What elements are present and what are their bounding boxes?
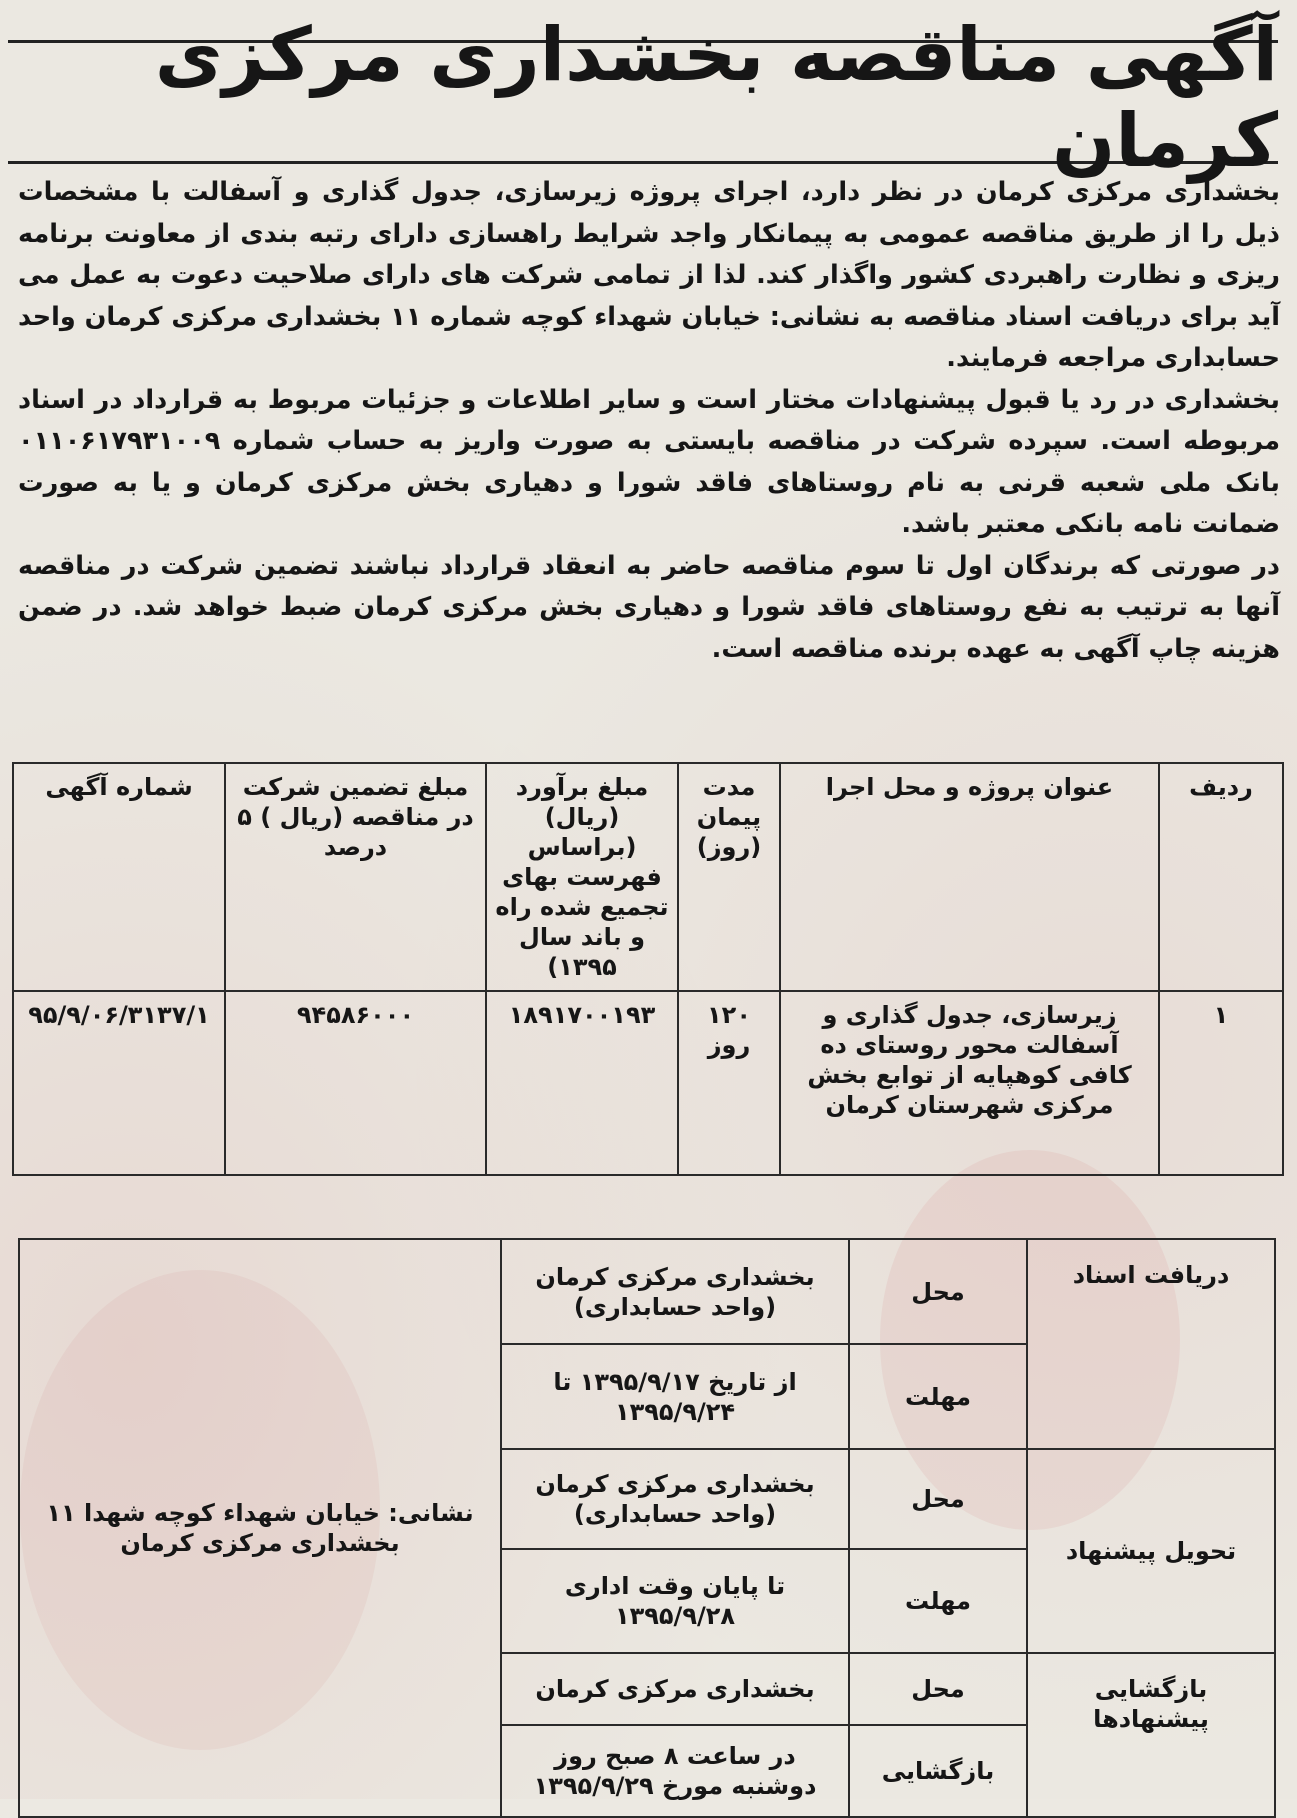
receive-docs-label: دریافت اسناد xyxy=(1027,1239,1275,1449)
submit-offer-label: تحویل پیشنهاد xyxy=(1027,1449,1275,1653)
submit-place: بخشداری مرکزی کرمان (واحد حسابداری) xyxy=(501,1449,849,1549)
open-offers-label: بازگشایی پیشنهادها xyxy=(1027,1653,1275,1817)
address-block: نشانی: خیابان شهداء کوچه شهدا ۱۱ بخشداری مرکزی کرمان xyxy=(19,1239,501,1817)
open-place: بخشداری مرکزی کرمان xyxy=(501,1653,849,1725)
col-row-header: ردیف xyxy=(1159,763,1283,991)
col-duration-header: مدت پیمان (روز) xyxy=(678,763,780,991)
col-project-header: عنوان پروژه و محل اجرا xyxy=(780,763,1159,991)
col-guarantee-header: مبلغ تضمین شرکت در مناقصه (ریال ) ۵ درصد xyxy=(225,763,486,991)
deadline-label: مهلت xyxy=(849,1344,1027,1449)
title-banner xyxy=(8,12,1278,184)
cell-estimate: ۱۸۹۱۷۰۰۱۹۳ xyxy=(486,991,678,1175)
place-label: محل xyxy=(849,1449,1027,1549)
schedule-table xyxy=(18,1238,1276,1818)
col-estimate-header: مبلغ برآورد (ریال) (براساس فهرست بهای تجمیع شده راه و باند سال ۱۳۹۵) xyxy=(486,763,678,991)
receive-deadline: از تاریخ ۱۳۹۵/۹/۱۷ تا ۱۳۹۵/۹/۲۴ xyxy=(501,1344,849,1449)
table-header-row xyxy=(13,763,1283,991)
receive-place: بخشداری مرکزی کرمان (واحد حسابداری) xyxy=(501,1239,849,1344)
table-row xyxy=(13,991,1283,1175)
opening-label: بازگشایی xyxy=(849,1725,1027,1817)
place-label: محل xyxy=(849,1653,1027,1725)
project-table xyxy=(12,762,1284,1176)
notice-body xyxy=(18,172,1280,670)
open-time: در ساعت ۸ صبح روز دوشنبه مورخ ۱۳۹۵/۹/۲۹ xyxy=(501,1725,849,1817)
submit-deadline: تا پایان وقت اداری ۱۳۹۵/۹/۲۸ xyxy=(501,1549,849,1653)
cell-guarantee: ۹۴۵۸۶۰۰۰ xyxy=(225,991,486,1175)
cell-ad-number: ۹۵/۹/۰۶/۳۱۳۷/۱ xyxy=(13,991,225,1175)
paragraph: بخشداری مرکزی کرمان در نظر دارد، اجرای پروژه زیرسازی، جدول گذاری و آسفالت با مشخصات ذیل را از طریق مناقصه عمومی به پیمانکار واجد شرایط راهسازی دارای رتبه بندی از معاونت برنامه ریزی و نظارت راهبردی کشور واگذار کند. لذا از تمامی شرکت های دارای صلاحیت دعوت به عمل می آید برای دریافت اسناد مناقصه به نشانی: خیابان شهداء کوچه شماره ۱۱ بخشداری مرکزی کرمان واحد حسابداری مراجعه فرمایند. xyxy=(18,177,1280,373)
notice-title: آگهی مناقصه بخشداری مرکزی کرمان xyxy=(154,12,1278,184)
table-row xyxy=(19,1239,1275,1344)
deadline-label: مهلت xyxy=(849,1549,1027,1653)
paragraph: در صورتی که برندگان اول تا سوم مناقصه حاضر به انعقاد قرارداد نباشند تضمین شرکت در مناقصه آنها به ترتیب به نفع روستاهای فاقد شورا و دهیاری بخش مرکزی کرمان ضبط خواهد شد. در ضمن هزینه چاپ آگهی به عهده برنده مناقصه است. xyxy=(18,550,1280,664)
cell-row: ۱ xyxy=(1159,991,1283,1175)
cell-project: زیرسازی، جدول گذاری و آسفالت محور روستای ده کافی کوهپایه از توابع بخش مرکزی شهرستان کرمان xyxy=(780,991,1159,1175)
paragraph: بخشداری در رد یا قبول پیشنهادات مختار است و سایر اطلاعات و جزئیات مربوط به قرارداد در اسناد مربوطه است. سپرده شرکت در مناقصه بایستی به صورت واریز به حساب شماره ۰۱۱۰۶۱۷۹۳۱۰۰۹ بانک ملی شعبه قرنی به نام روستاهای فاقد شورا و دهیاری بخش مرکزی کرمان و یا به صورت ضمانت نامه بانکی معتبر باشد. xyxy=(18,384,1280,539)
place-label: محل xyxy=(849,1239,1027,1344)
col-ad-number-header: شماره آگهی xyxy=(13,763,225,991)
cell-duration: ۱۲۰ روز xyxy=(678,991,780,1175)
